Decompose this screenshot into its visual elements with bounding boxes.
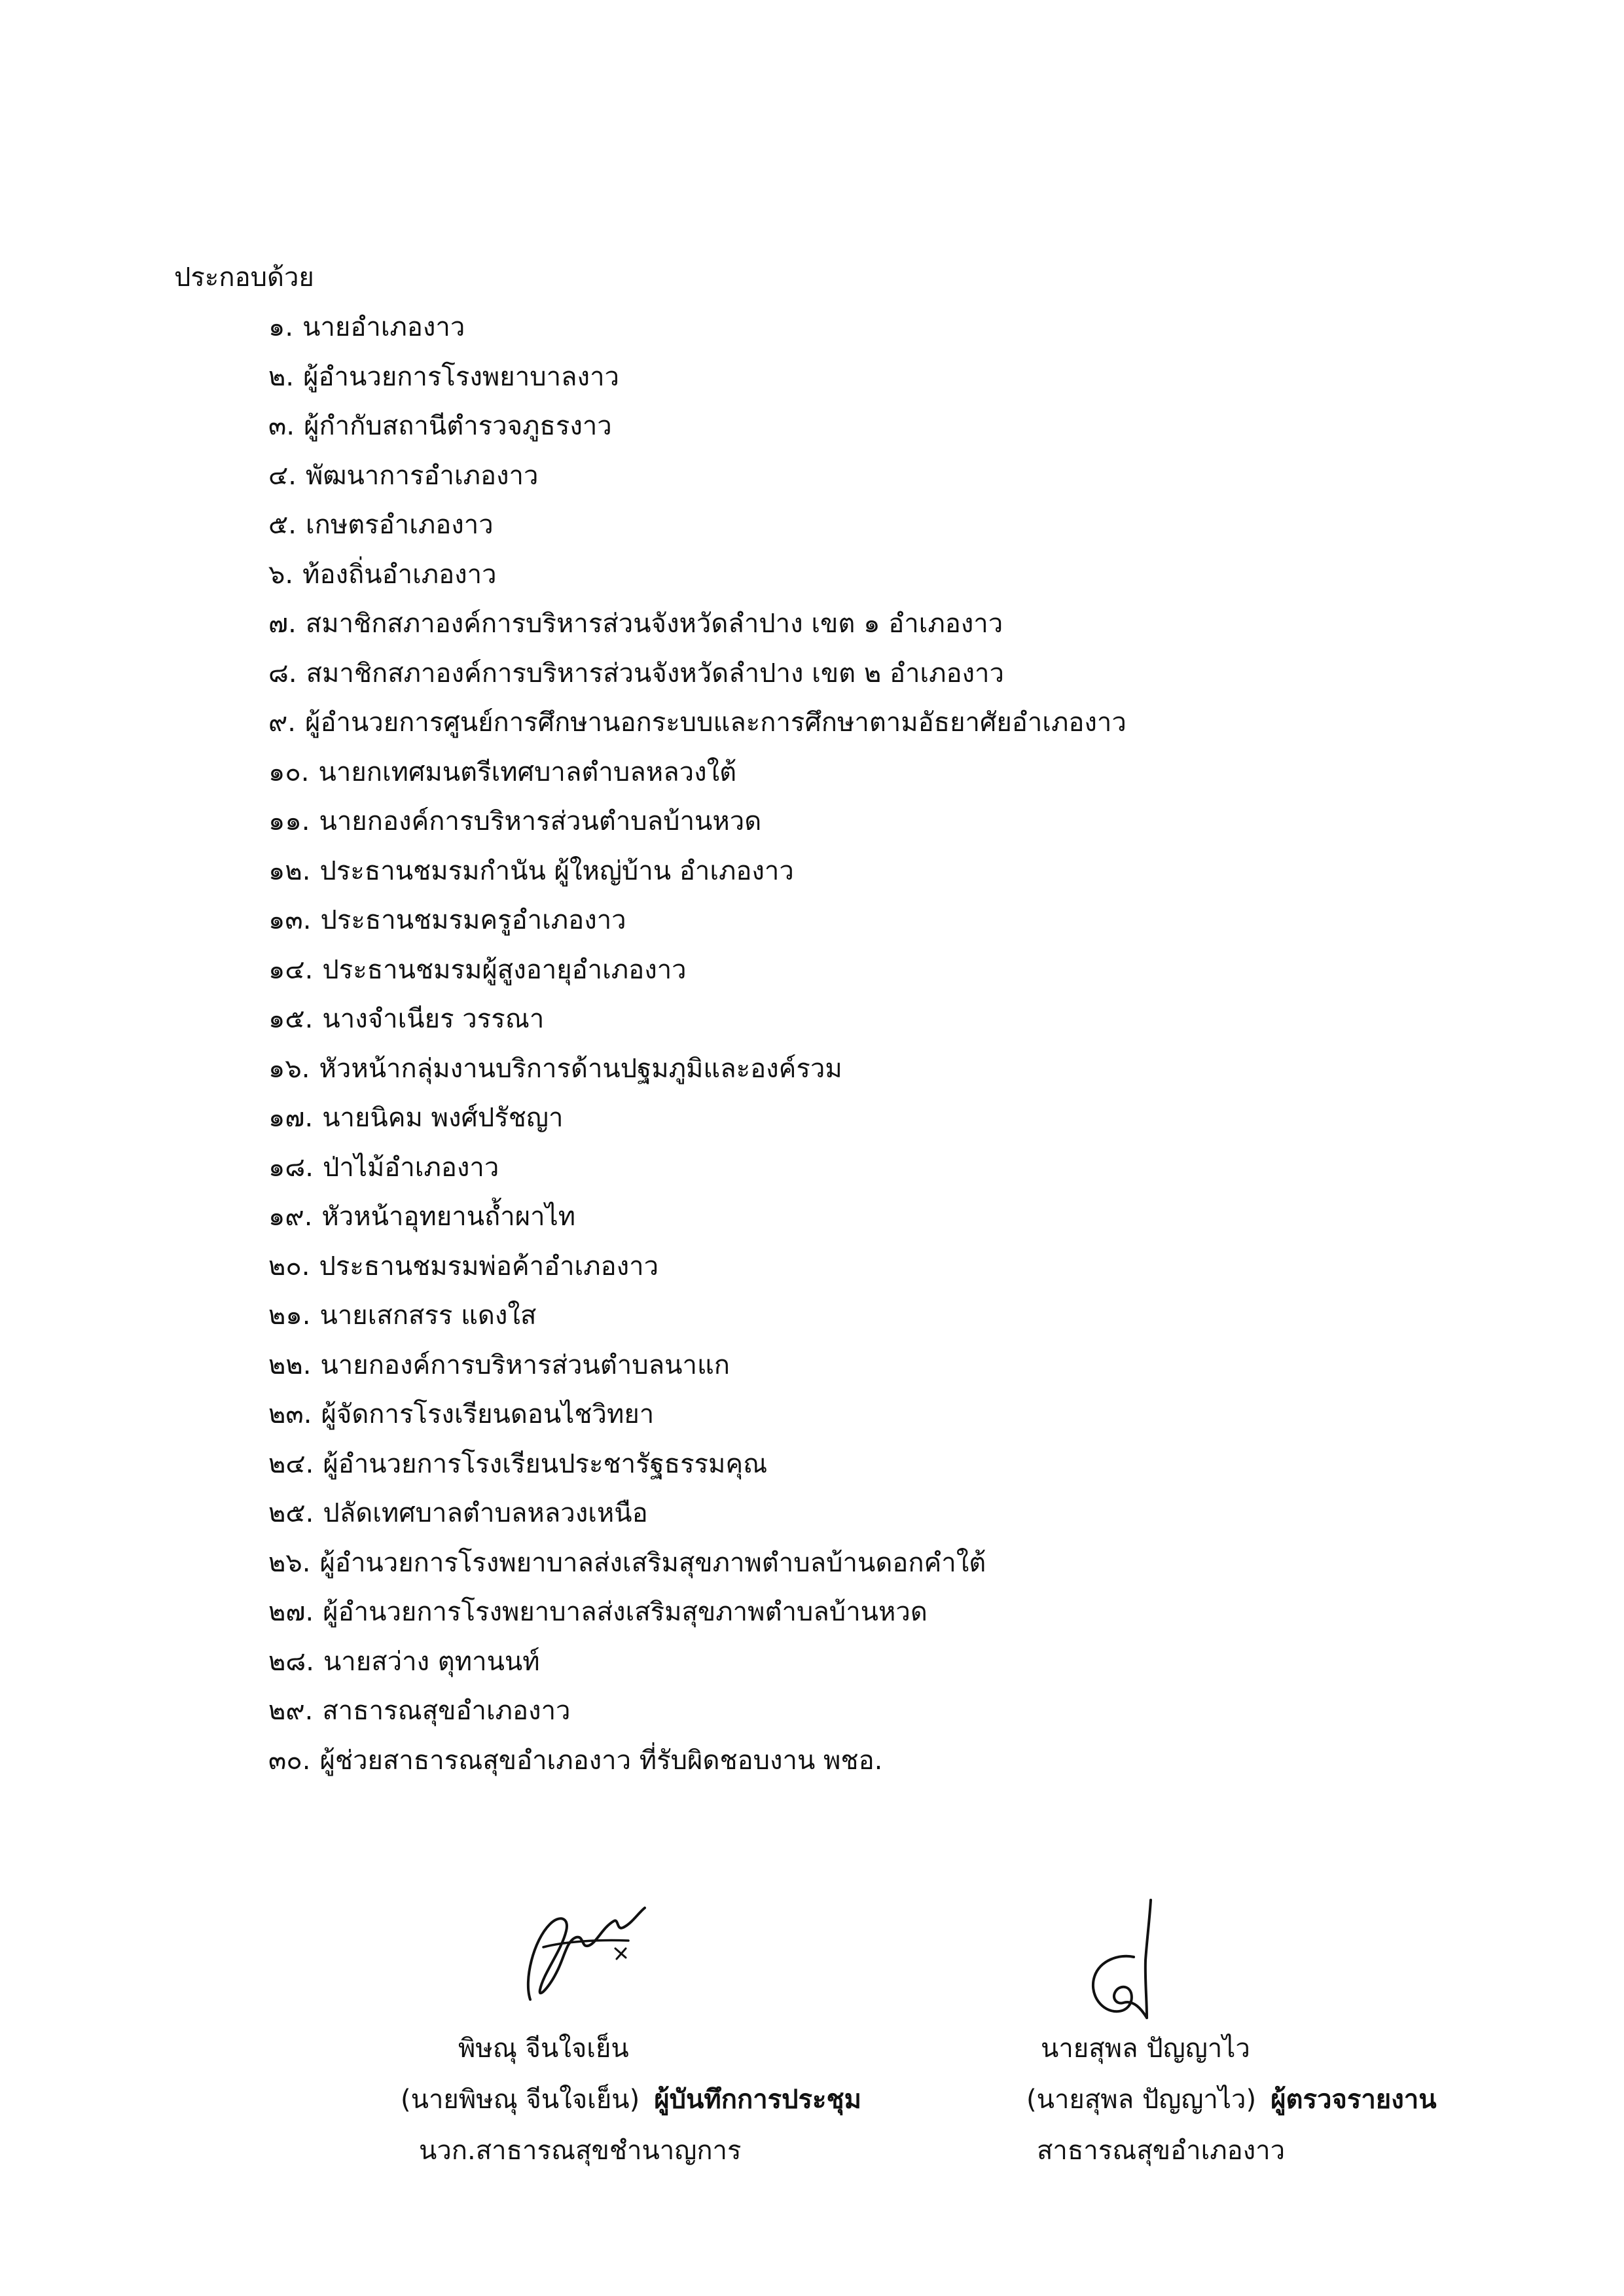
- item-text: ท้องถิ่นอำเภองาว: [302, 559, 497, 590]
- item-text: ผู้อำนวยการศูนย์การศึกษานอกระบบและการศึกษาตามอัธยาศัยอำเภองาว: [305, 708, 1127, 738]
- recorder-signature: [504, 1901, 661, 2013]
- item-number: ๑๓.: [268, 905, 312, 935]
- list-item: [268, 1543, 1127, 1593]
- recorder-position: นวก.สาธารณสุขชำนาญการ: [419, 2136, 742, 2166]
- list-item: [268, 357, 1127, 407]
- recorder-full-name: (นายพิษณุ จีนใจเย็น): [401, 2085, 640, 2115]
- list-item: [268, 555, 1127, 605]
- list-item: [268, 1346, 1127, 1395]
- recorder-full-name-line: [401, 2080, 861, 2119]
- item-number: ๒๒.: [268, 1350, 312, 1380]
- item-number: ๑๘.: [268, 1152, 314, 1183]
- item-number: ๕.: [268, 510, 297, 540]
- list-item: [268, 1049, 1127, 1099]
- list-item: [268, 308, 1127, 357]
- item-text: ผู้อำนวยการโรงพยาบาลส่งเสริมสุขภาพตำบลบ้านหวด: [323, 1597, 928, 1627]
- list-item: [268, 901, 1127, 950]
- item-text: หัวหน้าอุทยานถ้ำผาไท: [321, 1202, 576, 1232]
- list-item: [268, 1197, 1127, 1247]
- item-number: ๖.: [268, 559, 294, 590]
- list-item: [268, 1395, 1127, 1444]
- item-text: นายกองค์การบริหารส่วนตำบลนาแก: [320, 1350, 730, 1380]
- list-item: [268, 802, 1127, 852]
- item-text: ผู้อำนวยการโรงพยาบาลงาว: [303, 361, 620, 392]
- item-number: ๒๔.: [268, 1448, 314, 1479]
- item-text: นายสว่าง ตุทานนท์: [323, 1646, 540, 1677]
- item-number: ๔.: [268, 460, 297, 491]
- item-text: ผู้จัดการโรงเรียนดอนไชวิทยา: [321, 1399, 655, 1429]
- item-text: นางจำเนียร วรรณา: [322, 1004, 545, 1034]
- item-number: ๑๖.: [268, 1053, 310, 1084]
- item-text: นายอำเภองาว: [302, 312, 465, 342]
- reviewer-full-name-line: [1026, 2080, 1437, 2119]
- item-text: พัฒนาการอำเภองาว: [306, 460, 539, 491]
- item-text: สมาชิกสภาองค์การบริหารส่วนจังหวัดลำปาง เขต ๒ อำเภองาว: [306, 658, 1004, 689]
- list-item: [268, 1494, 1127, 1543]
- list-item: [268, 1247, 1127, 1297]
- item-text: ผู้ช่วยสาธารณสุขอำเภองาว ที่รับผิดชอบงาน พชอ.: [319, 1745, 883, 1776]
- item-number: ๒๑.: [268, 1300, 311, 1331]
- item-number: ๙.: [268, 708, 297, 738]
- item-number: ๒.: [268, 361, 295, 392]
- list-item: [268, 1642, 1127, 1692]
- reviewer-position: สาธารณสุขอำเภองาว: [1037, 2136, 1286, 2166]
- item-text: ประธานชมรมพ่อค้าอำเภองาว: [319, 1251, 659, 1282]
- item-number: ๒๙.: [268, 1696, 314, 1726]
- item-number: ๒๓.: [268, 1399, 312, 1429]
- item-number: ๒๐.: [268, 1251, 310, 1282]
- item-text: เกษตรอำเภองาว: [306, 510, 494, 540]
- list-item: [268, 456, 1127, 506]
- item-number: ๑๗.: [268, 1103, 314, 1133]
- item-number: ๑๑.: [268, 806, 310, 836]
- item-number: ๗.: [268, 609, 297, 639]
- item-text: ประธานชมรมผู้สูงอายุอำเภองาว: [322, 954, 687, 985]
- item-text: สาธารณสุขอำเภองาว: [322, 1696, 571, 1726]
- item-text: สมาชิกสภาองค์การบริหารส่วนจังหวัดลำปาง เขต ๑ อำเภองาว: [305, 609, 1003, 639]
- item-text: ผู้กำกับสถานีตำรวจภูธรงาว: [304, 411, 612, 441]
- item-number: ๘.: [268, 658, 297, 689]
- item-text: ผู้อำนวยการโรงเรียนประชารัฐธรรมคุณ: [323, 1448, 768, 1479]
- reviewer-role: ผู้ตรวจรายงาน: [1271, 2085, 1437, 2115]
- item-number: ๑๕.: [268, 1004, 314, 1034]
- item-number: ๓๐.: [268, 1745, 311, 1776]
- item-text: ป่าไม้อำเภองาว: [322, 1152, 499, 1183]
- member-list: [268, 308, 1127, 1790]
- list-item: [268, 1741, 1127, 1791]
- item-number: ๑.: [268, 312, 294, 342]
- list-item: [268, 505, 1127, 555]
- item-number: ๒๘.: [268, 1646, 314, 1677]
- reviewer-signature: [1074, 1895, 1191, 2026]
- list-item: [268, 1296, 1127, 1346]
- list-item: [268, 604, 1127, 654]
- recorder-role: ผู้บันทึกการประชุม: [654, 2085, 862, 2115]
- item-number: ๓.: [268, 411, 295, 441]
- item-text: นายกองค์การบริหารส่วนตำบลบ้านหวด: [319, 806, 762, 836]
- list-item: [268, 703, 1127, 753]
- list-item: [268, 753, 1127, 802]
- reviewer-full-name: (นายสุพล ปัญญาไว): [1026, 2085, 1257, 2115]
- item-text: นายกเทศมนตรีเทศบาลตำบลหลวงใต้: [318, 757, 737, 787]
- item-text: นายนิคม พงศ์ปรัชญา: [322, 1103, 564, 1133]
- recorder-printed-name: พิษณุ จีนใจเย็น: [458, 2034, 629, 2064]
- list-item: [268, 1444, 1127, 1494]
- item-number: ๒๗.: [268, 1597, 314, 1627]
- item-text: ประธานชมรมครูอำเภองาว: [320, 905, 626, 935]
- item-number: ๑๙.: [268, 1202, 313, 1232]
- list-item: [268, 1691, 1127, 1741]
- item-text: หัวหน้ากลุ่มงานบริการด้านปฐมภูมิและองค์รวม: [319, 1053, 842, 1084]
- list-item: [268, 654, 1127, 704]
- item-number: ๑๐.: [268, 757, 310, 787]
- item-text: ปลัดเทศบาลตำบลหลวงเหนือ: [323, 1498, 648, 1528]
- item-text: ผู้อำนวยการโรงพยาบาลส่งเสริมสุขภาพตำบลบ้านดอกคำใต้: [319, 1547, 986, 1578]
- item-number: ๒๕.: [268, 1498, 314, 1528]
- reviewer-printed-name: นายสุพล ปัญญาไว: [1041, 2034, 1250, 2064]
- list-item: [268, 950, 1127, 1000]
- item-number: ๑๒.: [268, 855, 311, 886]
- item-number: ๒๖.: [268, 1547, 311, 1578]
- list-item: [268, 406, 1127, 456]
- item-number: ๑๔.: [268, 954, 314, 985]
- item-text: นายเสกสรร แดงใส: [319, 1300, 537, 1331]
- list-item: [268, 999, 1127, 1049]
- list-item: [268, 1148, 1127, 1198]
- item-text: ประธานชมรมกำนัน ผู้ใหญ่บ้าน อำเภองาว: [319, 855, 794, 886]
- list-item: [268, 1098, 1127, 1148]
- list-item: [268, 852, 1127, 901]
- members-heading: ประกอบด้วย: [174, 262, 314, 293]
- list-item: [268, 1592, 1127, 1642]
